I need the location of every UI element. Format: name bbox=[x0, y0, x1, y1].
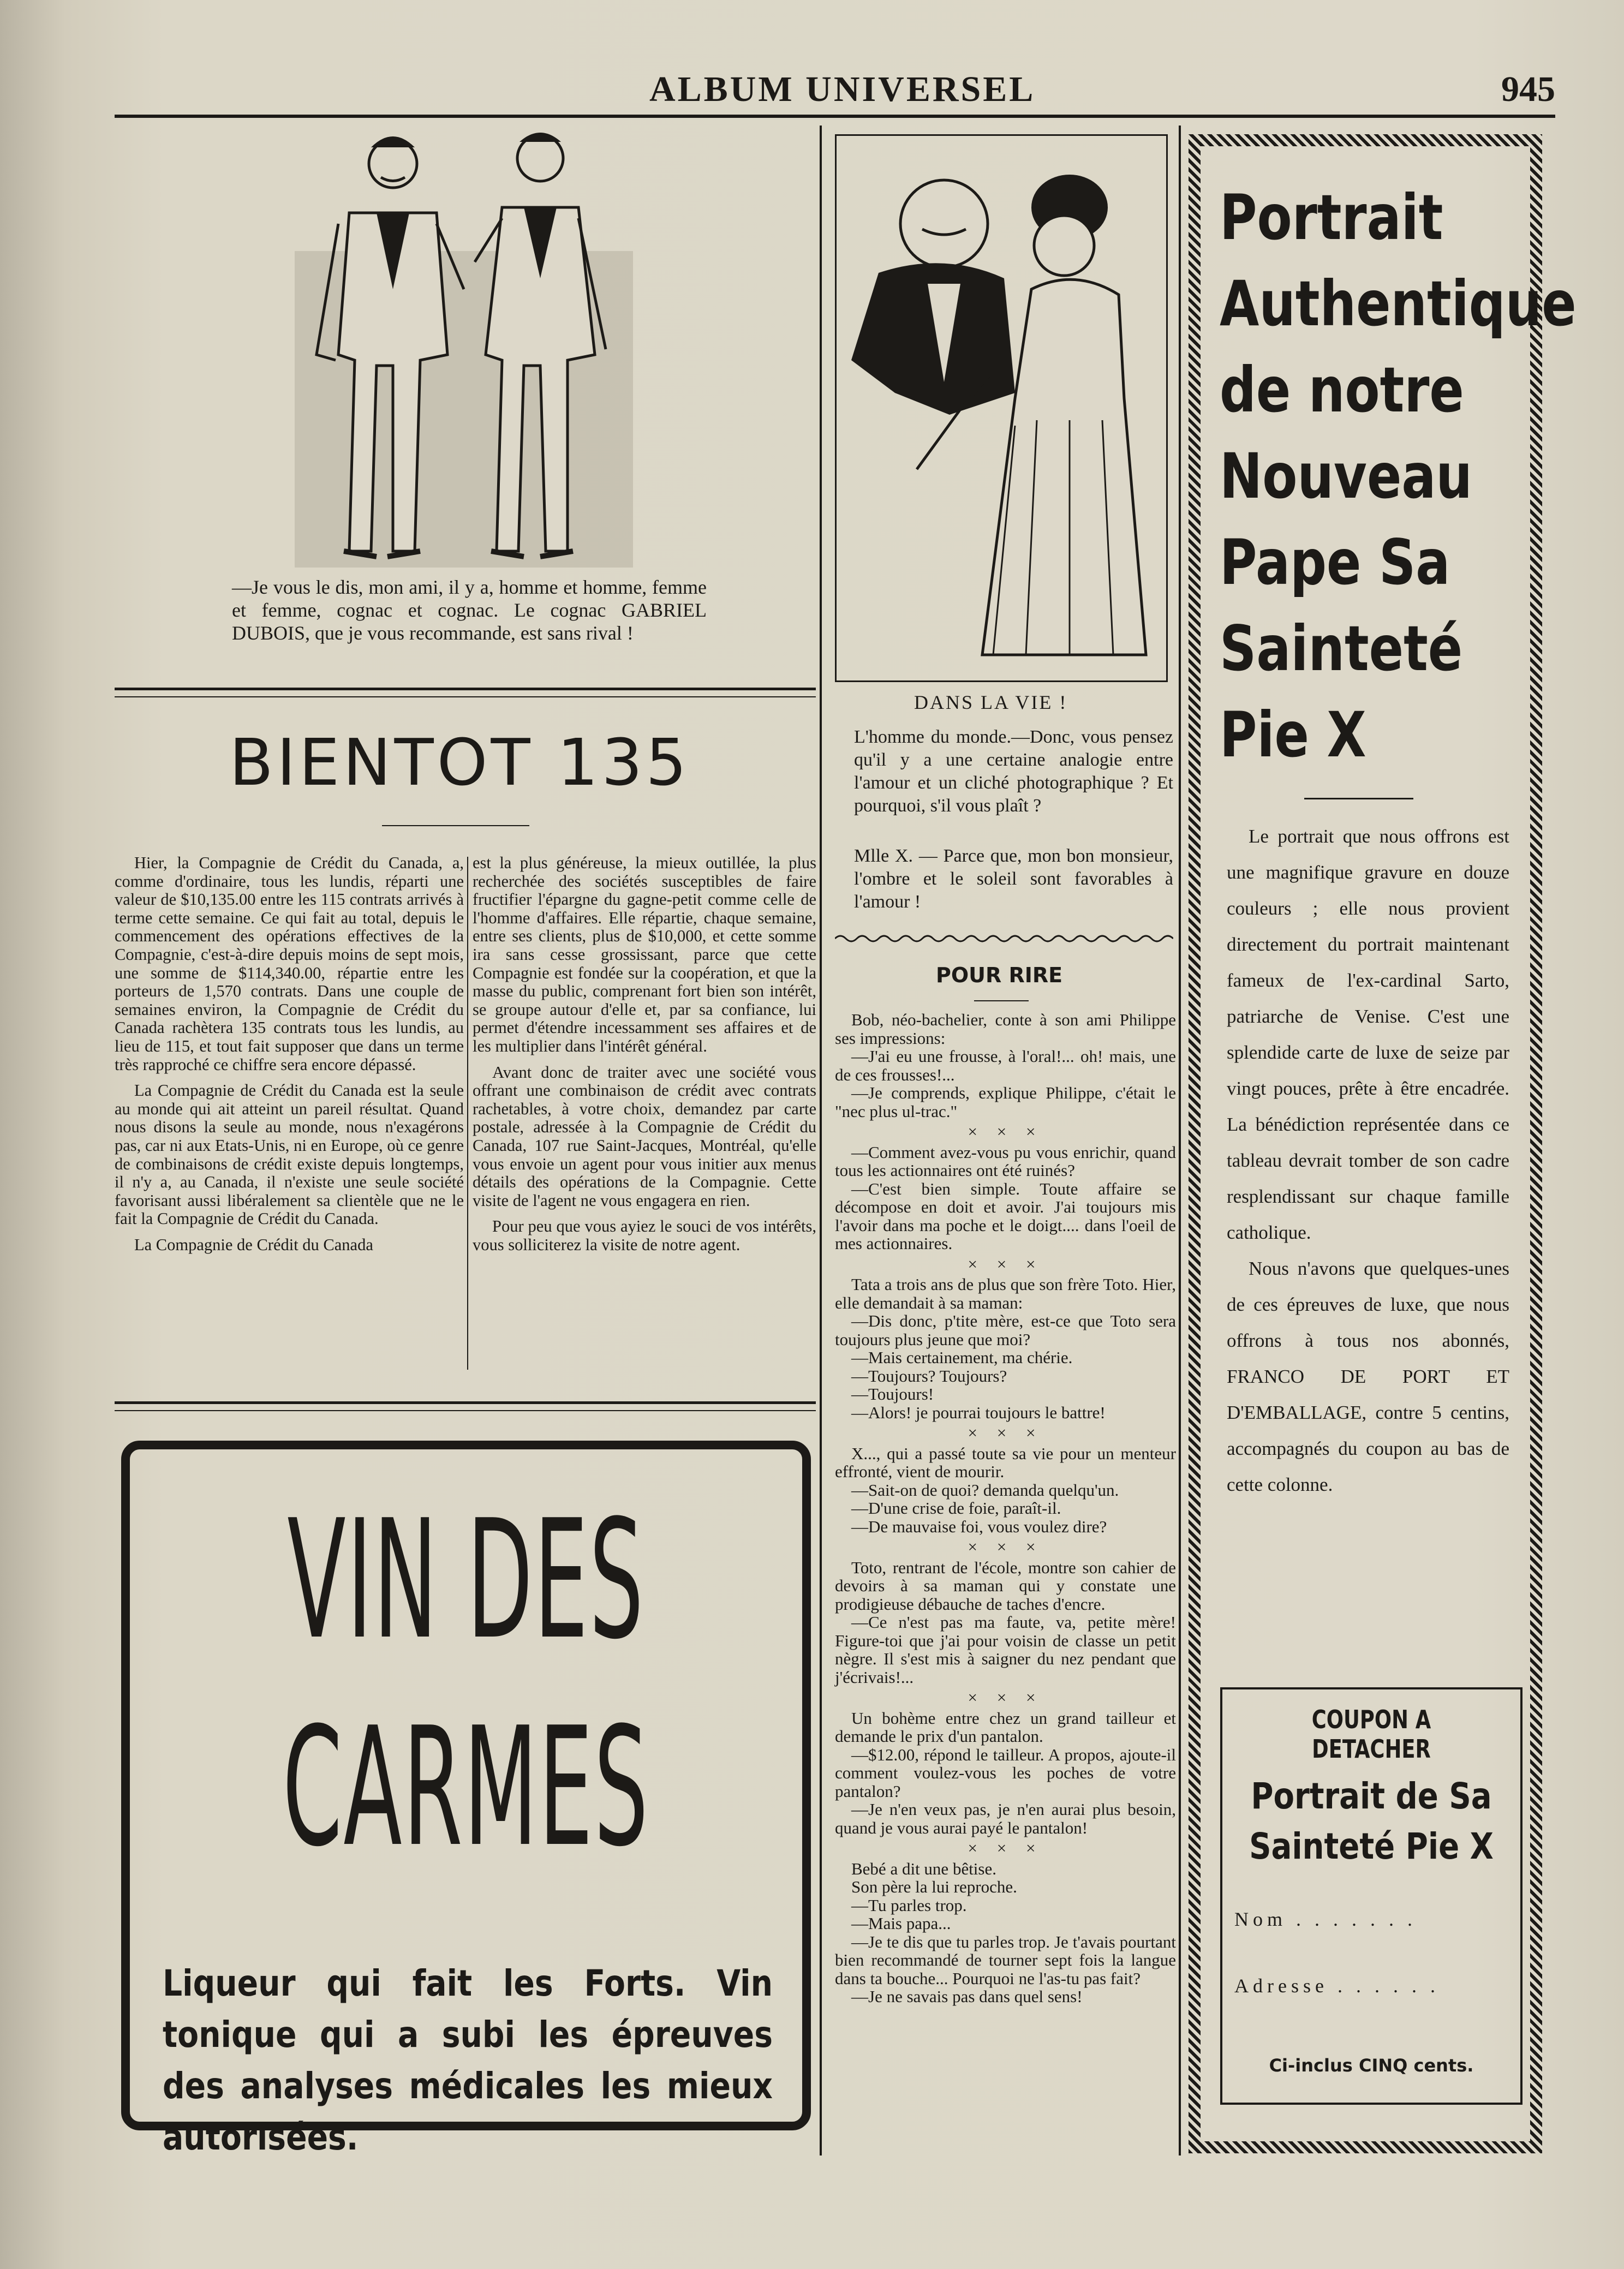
portrait-paragraph: Nous n'avons que quelques-unes de ces épreuves de luxe, que nous offrons à tous nos abonnés, FRANCO DE PORT ET D'EMBALLAGE, contre 5 centins, accompagnés du coupon au bas de cette colonne. bbox=[1227, 1258, 1509, 1495]
joke-separator: × × × bbox=[968, 1838, 1043, 1858]
section-rule bbox=[115, 1410, 816, 1411]
pour-rire-text bbox=[835, 1011, 1176, 2006]
portrait-title-line: Pape Sa bbox=[1220, 526, 1450, 599]
joke-line: —Je comprends, explique Philippe, c'était le "nec plus ul-trac." bbox=[835, 1083, 1176, 1121]
bientot-paragraph: Hier, la Compagnie de Crédit du Canada, a, comme d'ordinaire, tous les lundis, réparti une valeur de $10,135.00 entre les 115 contrats arrivés à terme cette semaine. Ce qui fait au total, depuis le commencement des opérations effectives de la Compagnie, c'est-à-dire depuis moins de sept mois, une somme de $114,340.00, répartie entre les porteurs de 1,570 contrats. Dans une couple de semaines environ, la Compagnie de Crédit du Canada rachètera 135 contrats tous les lundis, au lieu de 115, et tout fait supposer que dans un terme très rapproché ce chiffre sera encore dépassé. bbox=[115, 853, 464, 1074]
bientot-paragraph: La Compagnie de Crédit du Canada bbox=[134, 1235, 373, 1254]
bientot-paragraph: La Compagnie de Crédit du Canada est la seule au monde qui ait atteint un pareil résultat. Quand nous disons la seule au monde, nous n'exagérons pas, car ni aux Etats-Unis, ni en Europe, où ce genre de combinaisons de crédit existe depuis longtemps, il n'y a, au Canada, il n'existe une seule société favorisant aussi libéralement sa clientèle que ne le fait la Compagnie de Crédit du Canada. bbox=[115, 1081, 464, 1228]
wine-title-line-2: CARMES bbox=[282, 1692, 650, 1883]
joke-separator: × × × bbox=[968, 1537, 1043, 1556]
joke-line: —C'est bien simple. Toute affaire se décompose en doit et avoir. J'ai toujours mis l'avoir dans ma poche et le doigt.... dans l'oeil de mes actionnaires. bbox=[835, 1179, 1176, 1253]
portrait-title-line: Portrait bbox=[1220, 181, 1443, 254]
wine-subtitle: Liqueur qui fait les Forts. Vin tonique qui a subi les épreuves des analyses médicales les mieux autorisées. bbox=[163, 1962, 773, 2158]
page-header bbox=[115, 65, 1555, 118]
joke-line: Un bohème entre chez un grand tailleur et demande le prix d'un pantalon. bbox=[835, 1708, 1176, 1746]
joke-line: Bebé a dit une bêtise. bbox=[851, 1859, 996, 1878]
joke-line: —D'une crise de foie, paraît-il. bbox=[851, 1498, 1061, 1518]
coupon-name-field[interactable]: Nom . . . . . . . bbox=[1234, 1908, 1417, 1930]
bientot-paragraph: est la plus généreuse, la mieux outillée, la plus recherchée des sociétés susceptibles de faire fructifier l'épargne du gagne-petit comme celle de l'homme d'affaires. Elle répartie, chaque semaine, entre ses clients, plus de $10,000, et cette somme ira sans cesse grossissant, parce que cette Compagnie est fondée sur la coopération, et que la masse du public, comprenant fort bien son intérêt, se groupe autour d'elle et, par sa confiance, lui permet d'étendre incessamment ses affaires et de les multiplier dans l'intérêt général. bbox=[473, 853, 816, 1055]
running-title: ALBUM UNIVERSEL bbox=[649, 69, 1036, 109]
bientot-paragraph: Avant donc de traiter avec une société vous offrant une combinaison de crédit avec contrats rachetables, à votre choix, demandez par carte postale, adressée à la Compagnie de Crédit du Canada, 107 rue Saint-Jacques, Montréal, qu'elle vous envoie un agent pour vous initier aux menus détails des opérations de la Compagnie. Cette visite de l'agent ne vous engagera en rien. bbox=[473, 1062, 816, 1210]
page-number: 945 bbox=[1501, 69, 1555, 109]
joke-line: Toto, rentrant de l'école, montre son cahier de devoirs à sa maman qui y constate une prodigieuse débauche de taches d'encre. bbox=[835, 1557, 1176, 1614]
joke-line: —Mais papa... bbox=[851, 1914, 951, 1933]
portrait-title-line: Sainteté bbox=[1220, 612, 1463, 685]
joke-line: Son père la lui reproche. bbox=[851, 1877, 1017, 1896]
joke-line: —J'ai eu une frousse, à l'oral!... oh! mais, une de ces frousses!... bbox=[835, 1047, 1176, 1084]
joke-line: —Dis donc, p'tite mère, est-ce que Toto sera toujours plus jeune que moi? bbox=[835, 1311, 1176, 1349]
bientot-paragraph: Pour peu que vous ayiez le souci de vos intérêts, vous solliciterez la visite de notre agent. bbox=[473, 1217, 816, 1254]
coupon-title-line: Sainteté Pie X bbox=[1249, 1825, 1494, 1867]
cartoon-two-gentlemen bbox=[284, 126, 644, 573]
joke-line: —De mauvaise foi, vous voulez dire? bbox=[851, 1516, 1107, 1536]
portrait-title-line: Pie X bbox=[1220, 698, 1366, 771]
cartoon-caption: —Je vous le dis, mon ami, il y a, homme et homme, femme et femme, cognac et cognac. Le cognac GABRIEL DUBOIS, que je vous recommande, est sans rival ! bbox=[232, 576, 707, 644]
coupon-address-field[interactable]: Adresse . . . . . . bbox=[1234, 1975, 1440, 1997]
pour-rire-underline bbox=[974, 1000, 1029, 1001]
joke-line: —Je ne savais pas dans quel sens! bbox=[851, 1987, 1083, 2006]
cartoon-dialogue-1: L'homme du monde.—Donc, vous pensez qu'il y a une certaine analogie entre l'amour et un cliché photographique ? Et pourquoi, s'il vous plaît ? bbox=[854, 727, 1173, 816]
wine-title-line-1: VIN DES bbox=[287, 1485, 645, 1675]
joke-line: —Je te dis que tu parles trop. Je t'avais pourtant bien recommandé de tourner sept fois la langue dans ta bouche... Pourquoi ne l'as-tu pas fait? bbox=[835, 1932, 1176, 1988]
joke-line: —Alors! je pourrai toujours le battre! bbox=[851, 1402, 1106, 1422]
portrait-divider bbox=[1304, 798, 1413, 799]
portrait-paragraph: Le portrait que nous offrons est une magnifique gravure en douze couleurs ; elle nous provient directement du portrait maintenant fameux de l'ex-cardinal Sarto, patriarche de Venise. C'est une splendide carte de luxe de seize par vingt pouces, prête à être encadrée. La bénédiction représentée dans ce tableau devrait tomber de son cadre resplendissant sur chaque famille catholique. bbox=[1227, 826, 1509, 1243]
bientot-headline: BIENTOT 135 bbox=[229, 725, 690, 800]
portrait-title-line: Authentique bbox=[1220, 267, 1577, 340]
column-rule-left bbox=[820, 126, 822, 2155]
joke-line: —Tu parles trop. bbox=[851, 1895, 967, 1915]
joke-line: Bob, néo-bachelier, conte à son ami Philippe ses impressions: bbox=[835, 1010, 1176, 1048]
coupon[interactable] bbox=[1220, 1687, 1522, 2105]
bientot-column-1 bbox=[115, 854, 464, 1262]
cartoon-dialogue-2: Mlle X. — Parce que, mon bon monsieur, l'ombre et le soleil sont favorables à l'amour ! bbox=[854, 846, 1173, 912]
joke-line: —Comment avez-vous pu vous enrichir, quand tous les actionnaires ont été ruinés? bbox=[835, 1142, 1176, 1180]
column-rule-right bbox=[1179, 126, 1181, 2155]
coupon-heading: COUPON A DETACHER bbox=[1311, 1705, 1431, 1764]
joke-separator: × × × bbox=[968, 1688, 1043, 1707]
joke-separator: × × × bbox=[968, 1423, 1043, 1442]
wine-advertisement bbox=[121, 1441, 811, 2158]
joke-line: —Ce n'est pas ma faute, va, petite mère! Figure-toi que j'ai pour voisin de classe un petit nègre. Il s'est mis à saigner du nez pendant que j'écrivais!... bbox=[835, 1613, 1176, 1687]
joke-line: —Sait-on de quoi? demanda quelqu'un. bbox=[851, 1480, 1119, 1500]
headline-underline bbox=[382, 825, 529, 826]
joke-line: —Toujours! bbox=[851, 1384, 934, 1404]
section-rule bbox=[115, 696, 816, 697]
coupon-title-line: Portrait de Sa bbox=[1251, 1775, 1492, 1817]
portrait-body bbox=[1227, 819, 1509, 1503]
joke-line: —Toujours? Toujours? bbox=[851, 1366, 1007, 1386]
coupon-note: Ci-inclus CINQ cents. bbox=[1269, 2055, 1474, 2076]
portrait-title-line: Nouveau bbox=[1220, 440, 1472, 512]
joke-separator: × × × bbox=[968, 1254, 1043, 1274]
joke-line: —Je n'en veux pas, je n'en aurai plus besoin, quand je vous aurai payé le pantalon! bbox=[835, 1800, 1176, 1837]
joke-line: Tata a trois ans de plus que son frère Toto. Hier, elle demandait à sa maman: bbox=[835, 1275, 1176, 1312]
joke-line: —$12.00, répond le tailleur. A propos, ajoute-il comment voulez-vous les poches de votre pantalon? bbox=[835, 1745, 1176, 1801]
cartoon-couple bbox=[840, 164, 1162, 677]
portrait-title bbox=[1220, 175, 1577, 778]
cartoon-title: DANS LA VIE ! bbox=[914, 691, 1068, 713]
section-rule bbox=[115, 1401, 816, 1404]
joke-line: —Mais certainement, ma chérie. bbox=[851, 1348, 1073, 1367]
column-rule-inner bbox=[467, 857, 468, 1370]
wavy-divider bbox=[835, 933, 1173, 944]
section-rule bbox=[115, 688, 816, 690]
joke-line: X..., qui a passé toute sa vie pour un menteur effronté, vient de mourir. bbox=[835, 1443, 1176, 1481]
bientot-column-2 bbox=[473, 854, 816, 1262]
joke-separator: × × × bbox=[968, 1122, 1043, 1141]
coupon-title bbox=[1245, 1771, 1498, 1872]
portrait-title-line: de notre bbox=[1220, 354, 1464, 426]
pour-rire-title: POUR RIRE bbox=[936, 963, 1063, 987]
